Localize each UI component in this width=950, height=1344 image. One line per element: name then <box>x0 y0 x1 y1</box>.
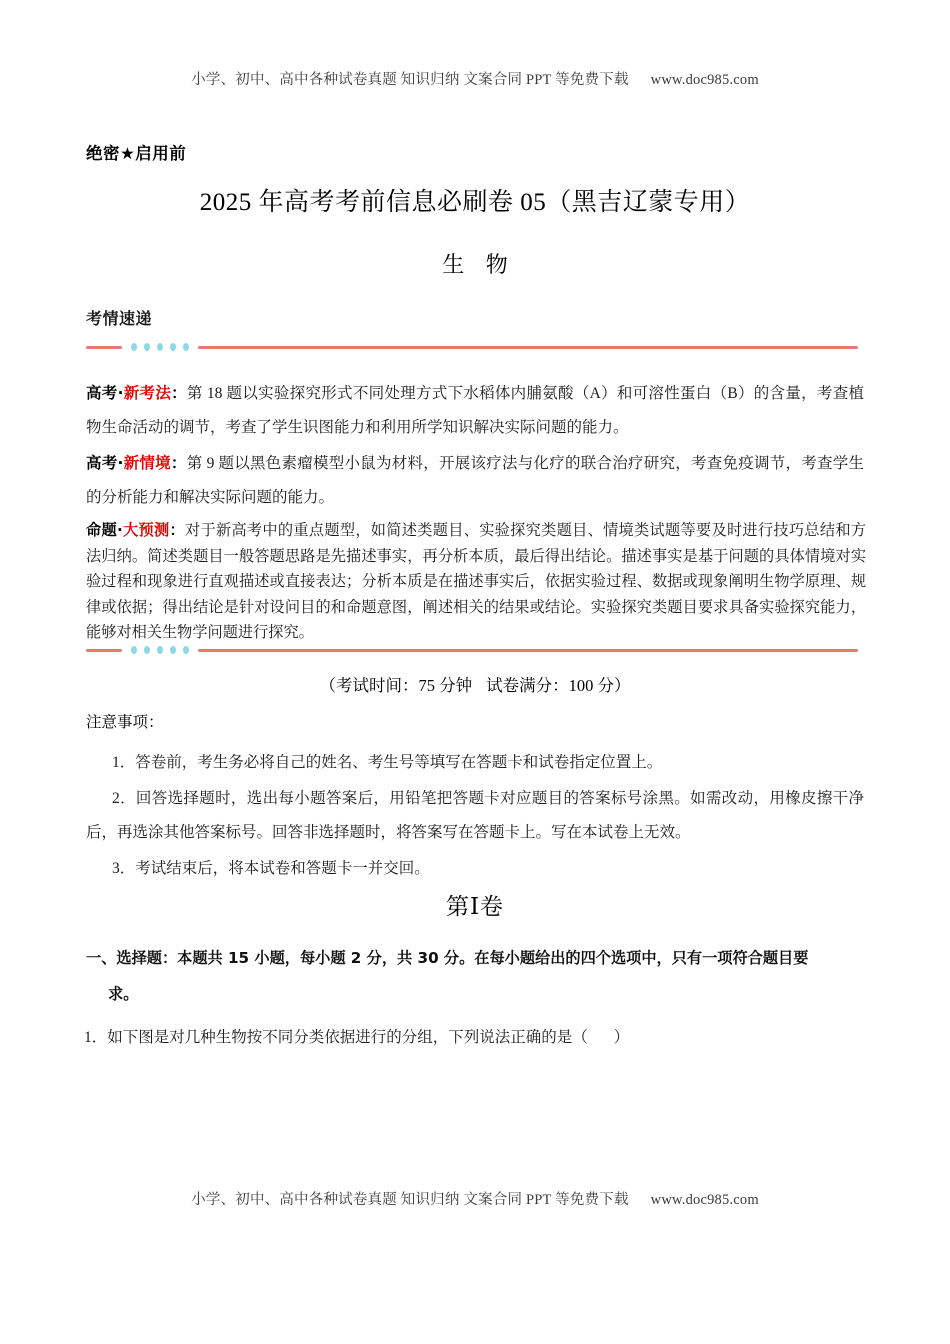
exam-duration: （考试时间：75 分钟 <box>319 676 473 695</box>
divider-dot <box>131 646 137 654</box>
prediction-label-prefix: 命题· <box>86 521 123 539</box>
brief-item-body: 第 9 题以黑色素瘤模型小鼠为材料，开展该疗法与化疗的联合治疗研究，考查免疫调节，考查学生的分析能力和解决实际问题的能力。 <box>86 455 864 506</box>
question-item-1 <box>84 1022 862 1054</box>
note-item: 3．考试结束后，将本试卷和答题卡一并交回。 <box>112 860 430 877</box>
divider-dot <box>170 343 176 351</box>
prediction-body: 对于新高考中的重点题型，如简述类题目、实验探究类题目、情境类试题等要及时进行技巧总结和方法归纳。简述类题目一般答题思路是先描述事实，再分析本质，最后得出结论。描述事实是基于问题的具体情境对实验过程和现象进行直观描述或直接表达；分析本质是在描述事实后，依据实验过程、数据或现象阐明生物学原理、规律或依据；得出结论是针对设问目的和命题意图，阐述相关的结果或结论。实验探究类题目要求具备实验探究能力，能够对相关生物学问题进行探究。 <box>86 521 866 641</box>
running-foot-url: www.doc985.com <box>650 1192 759 1208</box>
brief-label-colon: ： <box>170 454 187 472</box>
section-heading-exam-brief: 考情速递 <box>86 309 153 328</box>
divider-dots <box>131 646 189 654</box>
brief-item-new-method <box>86 376 864 445</box>
running-foot <box>0 1188 950 1209</box>
divider-dot <box>144 343 150 351</box>
divider-dot <box>144 646 150 654</box>
running-head-text: 小学、初中、高中各种试卷真题 知识归纳 文案合同 PPT 等免费下载 <box>191 72 629 88</box>
exam-total-score: 试卷满分：100 分） <box>486 676 631 695</box>
question-number: 1． <box>84 1029 108 1046</box>
running-head-url: www.doc985.com <box>650 72 759 88</box>
brief-label-highlight: 新考法 <box>123 384 172 402</box>
question-tail: ） <box>613 1029 630 1046</box>
brief-label-colon: ： <box>171 384 187 402</box>
question-section-heading <box>86 940 864 1012</box>
divider-dot <box>131 343 137 351</box>
question-section-heading-line2: 求。 <box>108 985 139 1003</box>
exam-meta <box>86 672 864 696</box>
divider-dots <box>131 343 189 351</box>
note-item: 1．答卷前，考生务必将自己的姓名、考生号等填写在答题卡和试卷指定位置上。 <box>112 754 663 771</box>
divider-segment-short <box>86 346 122 349</box>
decorative-divider-top <box>86 341 858 353</box>
running-head <box>0 68 950 89</box>
notes-title: 注意事项： <box>86 714 164 731</box>
prediction-label-highlight: 大预测 <box>122 521 170 539</box>
divider-dot <box>157 343 163 351</box>
brief-label-prefix: 高考· <box>86 454 124 472</box>
running-foot-text: 小学、初中、高中各种试卷真题 知识归纳 文案合同 PPT 等免费下载 <box>191 1192 629 1208</box>
brief-item-body: 第 18 题以实验探究形式不同处理方式下水稻体内脯氨酸（A）和可溶性蛋白（B）的含量，考查植物生命活动的调节，考查了学生识图能力和利用所学知识解决实际问题的能力。 <box>86 385 864 436</box>
brief-item-new-context <box>86 446 864 515</box>
volume-title: 第Ⅰ卷 <box>445 894 505 919</box>
divider-dot <box>183 646 189 654</box>
divider-dot <box>157 646 163 654</box>
secret-notice: 绝密★启用前 <box>86 144 187 163</box>
subject-title: 生 物 <box>442 252 516 277</box>
note-item: 2．回答选择题时，选出每小题答案后，用铅笔把答题卡对应题目的答案标号涂黑。如需改动，用橡皮擦干净后，再选涂其他答案标号。回答非选择题时，将答案写在答题卡上。写在本试卷上无效。 <box>86 790 864 841</box>
prediction-label-colon: ： <box>169 521 185 539</box>
divider-dot <box>170 646 176 654</box>
brief-label-prefix: 高考· <box>86 384 124 402</box>
divider-segment-short <box>86 649 122 652</box>
divider-segment-long <box>198 346 858 349</box>
decorative-divider-bottom <box>86 644 858 656</box>
brief-item-prediction <box>86 518 866 646</box>
question-text: 如下图是对几种生物按不同分类依据进行的分组，下列说法正确的是（ <box>107 1029 588 1046</box>
divider-dot <box>183 343 189 351</box>
question-section-heading-line1: 一、选择题：本题共 15 小题，每小题 2 分，共 30 分。在每小题给出的四个选项中，只有一项符合题目要 <box>86 949 809 967</box>
page-title: 2025 年高考考前信息必刷卷 05（黑吉辽蒙专用） <box>199 189 751 216</box>
brief-label-highlight: 新情境 <box>123 454 171 472</box>
divider-segment-long <box>198 649 858 652</box>
